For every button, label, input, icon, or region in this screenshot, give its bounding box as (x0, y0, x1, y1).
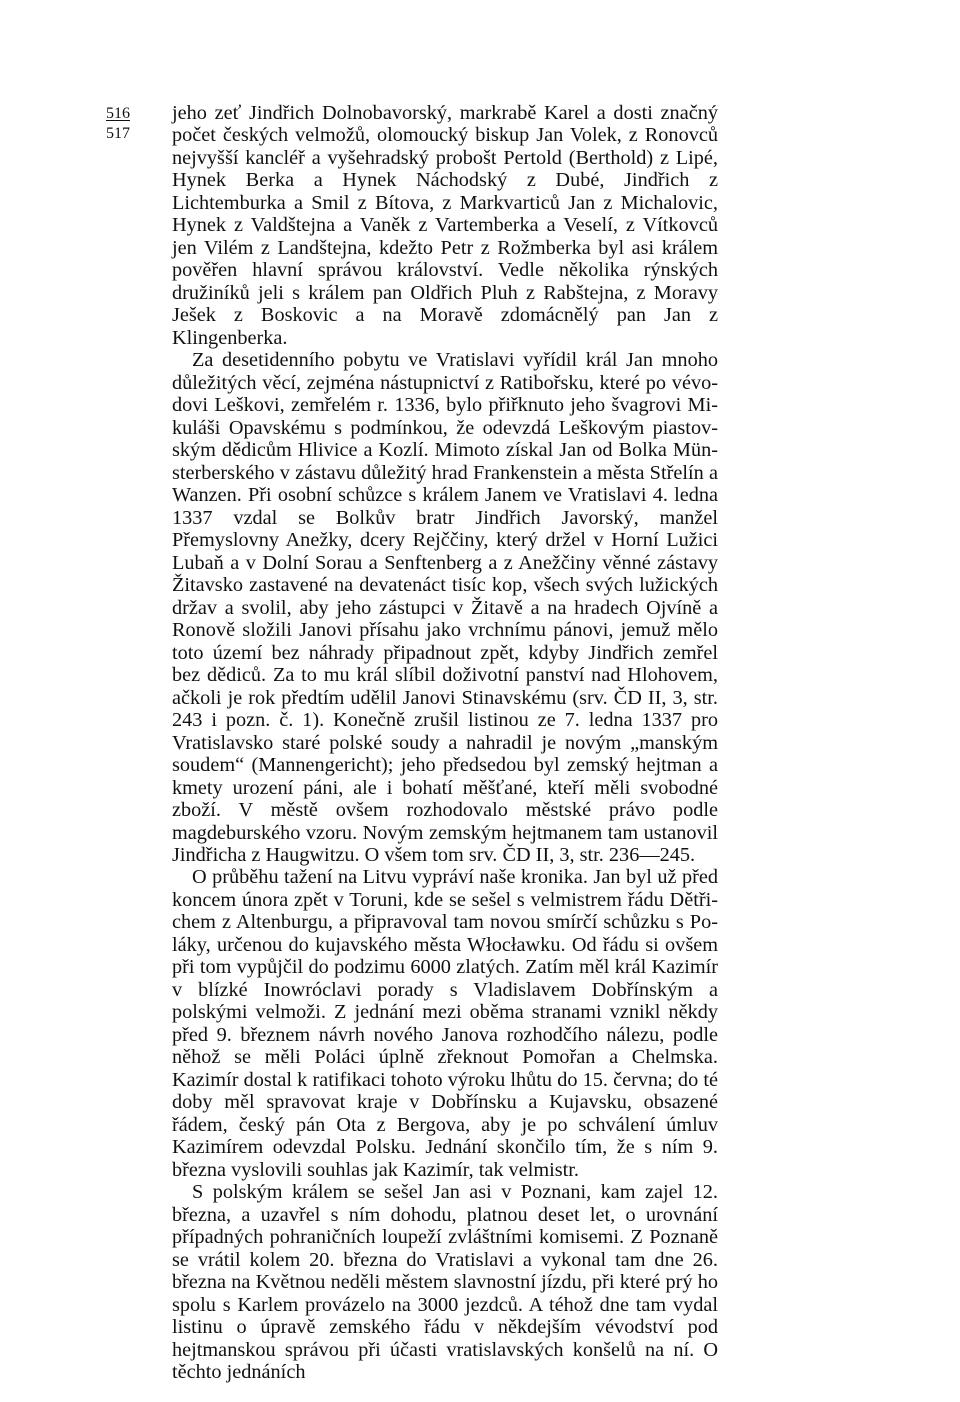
page-number-right: 517 (106, 125, 130, 142)
paragraph-2: Za desetidenního pobytu ve Vratislavi vyřídil král Jan mnoho důležitých věcí, zejména nástupnictví z Ratibořsku, které po vévodovi Leškovi, zemřelém r. 1336, bylo přiřknuto jeho švagrovi Mikuláši Opavskému s podmínkou, že odevzdá Leškovým piastovským dědicům Hlivice a Kozlí. Mimoto získal Jan od Bolka Münsterberského v zástavu důležitý hrad Frankenstein a města Střelín a Wanzen. Při osobní schůzce s králem Janem ve Vratislavi 4. ledna 1337 vzdal se Bolkův bratr Jindřich Javorský, manžel Přemyslovny Anežky, dcery Rejččiny, který držel v Horní Lužici Lubaň a v Dolní Sorau a Senftenberg a z Anežčiny věnné zástavy Žitavsko zastavené na devatenáct tisíc kop, všech svých lužických držav a svolil, aby jeho zástupci v Žitavě a na hradech Ojvíně a Ronově složili Janovi přísahu jako vrchnímu pánovi, jemuž mělo toto území bez náhrady připadnout zpět, kdyby Jindřich zemřel bez dědiců. Za to mu král slíbil doživotní panství nad Hlohovem, ačkoli je rok předtím udělil Janovi Stinavskému (srv. ČD II, 3, str. 243 i pozn. č. 1). Konečně zrušil listinou ze 7. ledna 1337 pro Vratislavsko staré polské soudy a nahradil je novým „manským soudem“ (Mannengericht); jeho předsedou byl zemský hejtman a kmety urození páni, ale i bohatí měšťané, kteří měli svobodné zboží. V městě ovšem rozhodovalo městské právo podle magdeburského vzoru. Novým zemským hejtmanem tam ustanovil Jindřicha z Haugwitzu. O všem tom srv. ČD II, 3, str. 236—245. (172, 349, 718, 866)
paragraph-3: O průběhu tažení na Litvu vypráví naše kronika. Jan byl už před koncem února zpět v Toruni, kde se sešel s velmistrem řádu Dětřichem z Altenburgu, a připravoval tam novou smírčí schůzku s Poláky, určenou do kujavského města Włocławku. Od řádu si ovšem při tom vypůjčil do podzimu 6000 zlatých. Zatím měl král Kazimír v blízké Inowróclavi porady s Vladislavem Dobřínským a polskými velmoži. Z jednání mezi oběma stranami vznikl někdy před 9. březnem návrh nového Janova rozhodčího nálezu, podle něhož se měli Poláci úplně zřeknout Pomořan a Chelmska. Kazimír dostal k ratifikaci tohoto výroku lhůtu do 15. června; do té doby měl spravovat kraje v Dobřínsku a Kujavsku, obsazené řádem, český pán Ota z Bergova, aby je po schválení úmluv Kazimírem odevzdal Polsku. Jednání skončilo tím, že s ním 9. března vyslovili souhlas jak Kazimír, tak velmistr. (172, 866, 718, 1181)
main-text-column (172, 102, 718, 1384)
page-number-left: 516 (106, 105, 130, 122)
paragraph-1: jeho zeť Jindřich Dolnobavorský, markrabě Karel a dosti značný počet českých velmožů, olomoucký biskup Jan Volek, z Ronovců nejvyšší kancléř a vyšehradský probošt Pertold (Berthold) z Lipé, Hynek Berka a Hynek Náchodský z Dubé, Jindřich z Lichtemburka a Smil z Bítova, z Markvarticů Jan z Michalovic, Hynek z Valdštejna a Vaněk z Vartemberka a Veselí, z Vítkovců jen Vilém z Landštejna, kdežto Petr z Rožmberka byl asi králem pověřen hlavní správou království. Vedle několika rýnských družiníků jeli s králem pan Oldřich Pluh z Rabštejna, z Moravy Ješek z Boskovic a na Moravě zdomácnělý pan Jan z Klingenberka. (172, 102, 718, 349)
page-number-marks (106, 104, 146, 144)
paragraph-4: S polským králem se sešel Jan asi v Poznani, kam zajel 12. března, a uzavřel s ním dohodu, platnou deset let, o urovnání případných pohraničních loupeží zvláštními komisemi. Z Poznaně se vrátil kolem 20. března do Vratislavi a vykonal tam dne 26. března na Květnou neděli městem slavnostní jízdu, při které prý ho spolu s Karlem provázelo na 3000 jezdců. A téhož dne tam vydal listinu o úpravě zemského řádu v někdejším vévodství pod hejtmanskou správou při účasti vratislavských konšelů na ní. O těchto jednáních (172, 1181, 718, 1384)
